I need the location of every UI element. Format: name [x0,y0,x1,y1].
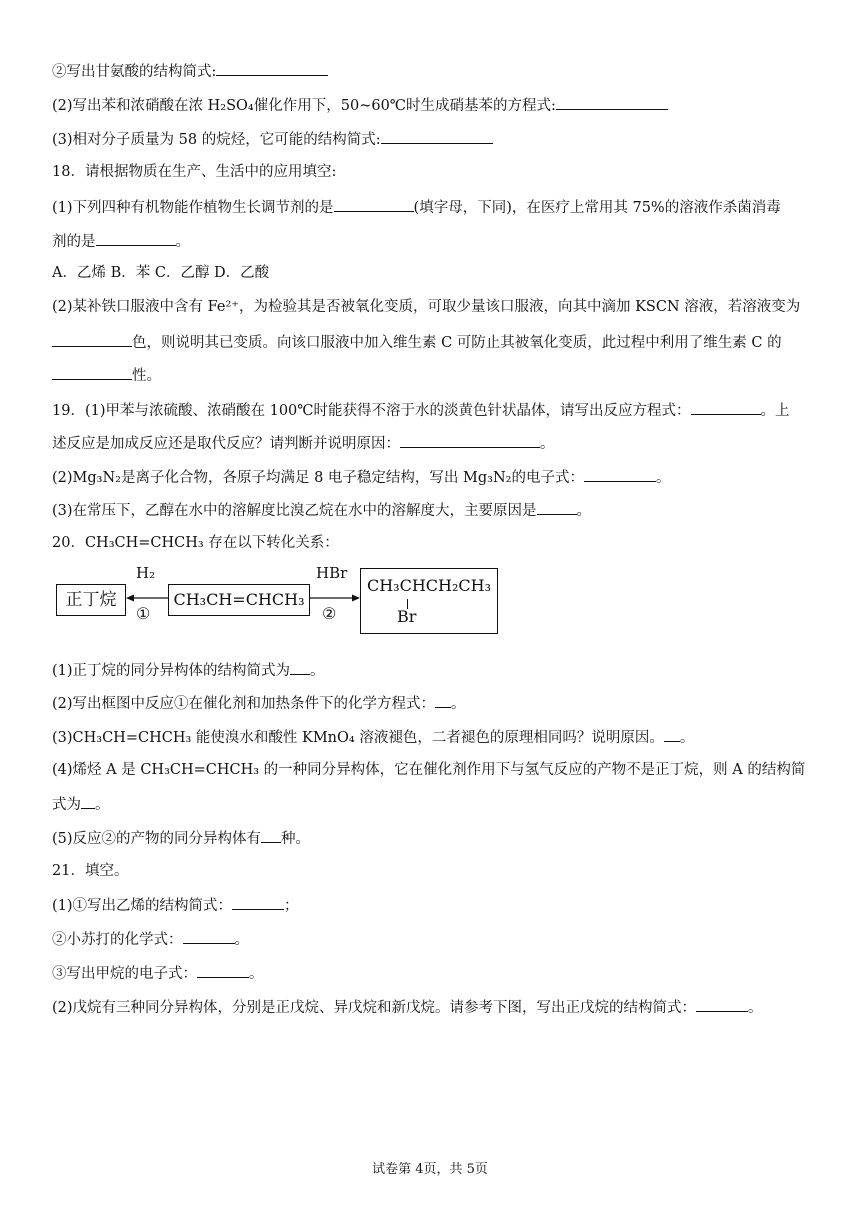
q19-part-3: (3)在常压下，乙醇在水中的溶解度比溴乙烷在水中的溶解度大，主要原因是 。 [52,499,591,521]
q18-part-2-end: 性。 [52,364,161,386]
q20-part-1: (1)正丁烷的同分异构体的结构简式为 。 [52,659,325,681]
q20-part-4-cont: 式为 。 [52,793,110,815]
q19-part-1: 19．(1)甲苯与浓硫酸、浓硝酸在 100℃时能获得不溶于水的淡黄色针状晶体，请写出反应方程式： 。上 [52,399,790,421]
q18-part-1-cont: 剂的是 。 [52,230,190,252]
answer-blank[interactable] [197,962,249,978]
answer-blank[interactable] [435,692,451,708]
answer-blank[interactable] [216,60,328,76]
answer-blank[interactable] [232,894,284,910]
q18-options: A．乙烯 B．苯 C．乙醇 D．乙酸 [52,265,270,281]
q18-part-2-cont: 色，则说明其已变质。向该口服液中加入维生素 C 可防止其被氧化变质，此过程中利用了维生素 C 的 [52,331,782,353]
q20-part-4: (4)烯烃 A 是 CH₃CH=CHCH₃ 的一种同分异构体，它在催化剂作用下与氢气反应的产物不是正丁烷，则 A 的结构简 [52,762,806,778]
q20-title: 20．CH₃CH=CHCH₃ 存在以下转化关系： [52,535,339,551]
q17-line-2: ②写出甘氨酸的结构简式: [52,60,328,82]
answer-blank[interactable] [664,726,680,742]
q18-part-2: (2)某补铁口服液中含有 Fe²⁺，为检验其是否被氧化变质，可取少量该口服液，向其中滴加 KSCN 溶液，若溶液变为 [52,299,801,315]
q21-part-4: (2)戊烷有三种同分异构体，分别是正戊烷、异戊烷和新戊烷。请参考下图，写出正戊烷的结构简式： 。 [52,996,763,1018]
answer-blank[interactable] [96,230,176,246]
q17-part-2: (2)写出苯和浓硝酸在浓 H₂SO₄催化作用下，50~60℃时生成硝基苯的方程式: [52,94,668,116]
answer-blank[interactable] [584,466,656,482]
answer-blank[interactable] [691,399,761,415]
q19-part-1-cont: 述反应是加成反应还是取代反应？请判断并说明原因： 。 [52,432,555,454]
q21-part-1: (1)①写出乙烯的结构简式： ； [52,894,299,916]
answer-blank[interactable] [556,94,668,110]
reaction-diagram: 正丁烷 CH₃CH=CHCH₃ CH₃CHCH₂CH₃ Br H₂ ① HBr ② [52,566,502,638]
q18-title: 18．请根据物质在生产、生活中的应用填空: [52,164,337,180]
answer-blank[interactable] [334,196,414,212]
answer-blank[interactable] [537,499,577,515]
answer-blank[interactable] [696,996,748,1012]
answer-blank[interactable] [400,432,540,448]
answer-blank[interactable] [261,827,281,843]
arrow-right-icon [310,593,360,603]
box-2-butene: CH₃CH=CHCH₃ [168,584,310,616]
q21-title: 21．填空。 [52,863,129,879]
q20-part-5: (5)反应②的产物的同分异构体有 种。 [52,827,310,849]
q19-part-2: (2)Mg₃N₂是离子化合物，各原子均满足 8 电子稳定结构，写出 Mg₃N₂的电子式： 。 [52,466,670,488]
answer-blank[interactable] [52,331,132,347]
box-n-butane: 正丁烷 [56,584,126,616]
q21-part-3: ③写出甲烷的电子式： 。 [52,962,264,984]
q21-part-2: ②小苏打的化学式： 。 [52,928,249,950]
answer-blank[interactable] [183,928,235,944]
arrow-left-icon [126,593,168,603]
answer-blank[interactable] [290,659,310,675]
box-2-bromobutane: CH₃CHCH₂CH₃ Br [360,568,498,634]
q20-part-3: (3)CH₃CH=CHCH₃ 能使溴水和酸性 KMnO₄ 溶液褪色，二者褪色的原理相同吗？说明原因。 。 [52,726,694,748]
q18-part-1: (1)下列四种有机物能作植物生长调节剂的是 (填字母，下同)，在医疗上常用其 75%的溶液作杀菌消毒 [52,196,781,218]
page-footer: 试卷第 4页，共 5页 [372,1162,488,1177]
q17-part-3: (3)相对分子质量为 58 的烷烃，它可能的结构简式: [52,128,493,150]
answer-blank[interactable] [81,793,95,809]
answer-blank[interactable] [381,128,493,144]
answer-blank[interactable] [52,364,132,380]
q20-part-2: (2)写出框图中反应①在催化剂和加热条件下的化学方程式： 。 [52,692,466,714]
